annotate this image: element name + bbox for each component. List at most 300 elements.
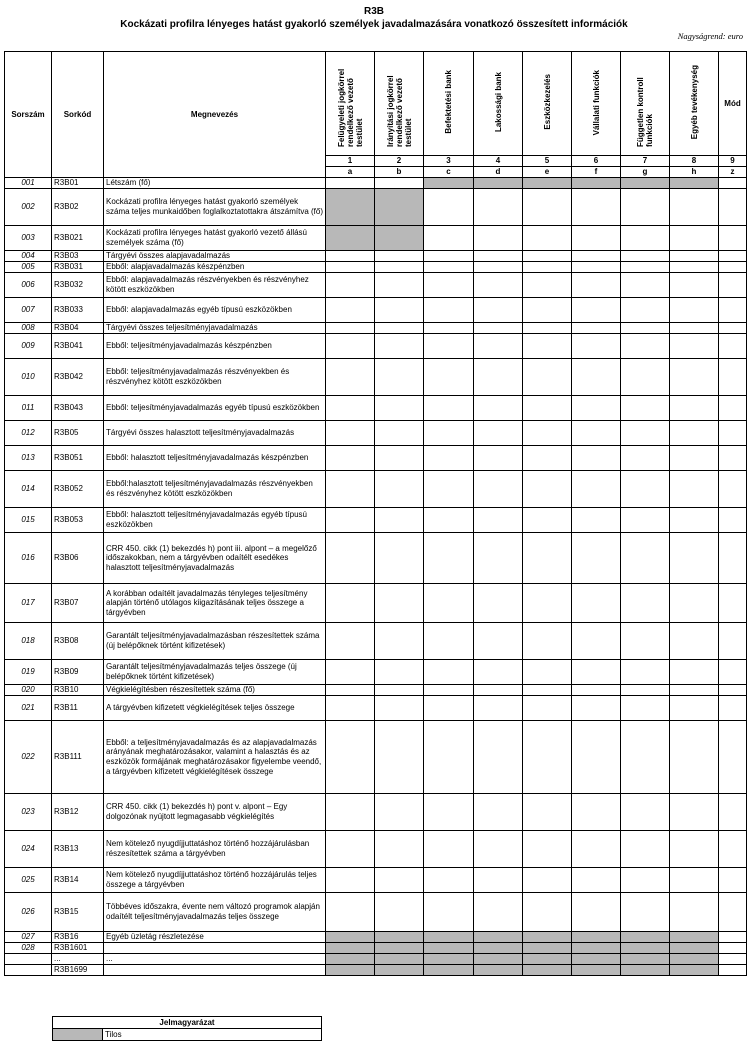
input-cell[interactable] bbox=[670, 396, 719, 421]
input-cell[interactable] bbox=[670, 623, 719, 660]
input-cell[interactable] bbox=[670, 794, 719, 831]
col-letter: b bbox=[375, 167, 424, 178]
input-cell[interactable] bbox=[719, 251, 747, 262]
input-cell[interactable] bbox=[719, 421, 747, 446]
input-cell[interactable] bbox=[326, 421, 375, 446]
input-cell[interactable] bbox=[523, 696, 572, 721]
input-cell[interactable] bbox=[523, 685, 572, 696]
input-cell[interactable] bbox=[621, 446, 670, 471]
input-cell[interactable] bbox=[424, 273, 474, 298]
input-cell[interactable] bbox=[523, 189, 572, 226]
input-cell[interactable] bbox=[719, 298, 747, 323]
input-cell[interactable] bbox=[523, 893, 572, 932]
input-cell[interactable] bbox=[572, 359, 621, 396]
row-code: R3B16 bbox=[52, 932, 104, 943]
input-cell[interactable] bbox=[474, 685, 523, 696]
input-cell[interactable] bbox=[523, 831, 572, 868]
input-cell[interactable] bbox=[375, 893, 424, 932]
disabled-cell bbox=[572, 932, 621, 943]
input-cell[interactable] bbox=[572, 396, 621, 421]
input-cell[interactable] bbox=[424, 584, 474, 623]
input-cell[interactable] bbox=[621, 893, 670, 932]
input-cell[interactable] bbox=[572, 262, 621, 273]
input-cell[interactable] bbox=[670, 446, 719, 471]
input-cell[interactable] bbox=[670, 334, 719, 359]
input-cell[interactable] bbox=[523, 323, 572, 334]
input-cell[interactable] bbox=[621, 623, 670, 660]
disabled-cell bbox=[523, 178, 572, 189]
row-label: Garantált teljesítményjavadalmazásban részesítettek száma (új belépőknek történt kifizetések) bbox=[104, 623, 326, 660]
input-cell[interactable] bbox=[375, 471, 424, 508]
input-cell[interactable] bbox=[572, 794, 621, 831]
input-cell[interactable] bbox=[670, 323, 719, 334]
table-body bbox=[5, 178, 747, 976]
input-cell[interactable] bbox=[474, 298, 523, 323]
row-code: R3B08 bbox=[52, 623, 104, 660]
input-cell[interactable] bbox=[326, 508, 375, 533]
input-cell[interactable] bbox=[670, 251, 719, 262]
input-cell[interactable] bbox=[375, 334, 424, 359]
input-cell[interactable] bbox=[621, 298, 670, 323]
input-cell[interactable] bbox=[326, 794, 375, 831]
disabled-cell bbox=[670, 954, 719, 965]
input-cell[interactable] bbox=[326, 893, 375, 932]
input-cell[interactable] bbox=[474, 471, 523, 508]
col-number: 7 bbox=[621, 156, 670, 167]
input-cell[interactable] bbox=[326, 334, 375, 359]
input-cell[interactable] bbox=[326, 446, 375, 471]
input-cell[interactable] bbox=[572, 893, 621, 932]
row-label: A korábban odaítélt javadalmazás tényleges teljesítmény alapján történő utólagos kiigazításának teljes összege a tárgyévben bbox=[104, 584, 326, 623]
input-cell[interactable] bbox=[375, 359, 424, 396]
input-cell[interactable] bbox=[719, 685, 747, 696]
input-cell[interactable] bbox=[375, 323, 424, 334]
input-cell[interactable] bbox=[326, 359, 375, 396]
input-cell[interactable] bbox=[670, 685, 719, 696]
input-cell[interactable] bbox=[424, 334, 474, 359]
input-cell[interactable] bbox=[424, 446, 474, 471]
input-cell[interactable] bbox=[326, 533, 375, 584]
input-cell[interactable] bbox=[572, 721, 621, 794]
input-cell[interactable] bbox=[326, 831, 375, 868]
input-cell[interactable] bbox=[719, 273, 747, 298]
input-cell[interactable] bbox=[523, 421, 572, 446]
header-row bbox=[5, 52, 747, 156]
input-cell[interactable] bbox=[670, 868, 719, 893]
input-cell[interactable] bbox=[474, 262, 523, 273]
row-index: 012 bbox=[5, 421, 52, 446]
input-cell[interactable] bbox=[572, 251, 621, 262]
input-cell[interactable] bbox=[670, 508, 719, 533]
input-cell[interactable] bbox=[621, 421, 670, 446]
input-cell[interactable] bbox=[424, 508, 474, 533]
input-cell[interactable] bbox=[474, 226, 523, 251]
row-index: 021 bbox=[5, 696, 52, 721]
input-cell[interactable] bbox=[719, 965, 747, 976]
input-cell[interactable] bbox=[719, 446, 747, 471]
input-cell[interactable] bbox=[572, 868, 621, 893]
row-label: A tárgyévben kifizetett végkielégítések teljes összege bbox=[104, 696, 326, 721]
col-header-data: Irányítási jogkörrel rendelkező vezető testület bbox=[375, 52, 424, 156]
input-cell[interactable] bbox=[621, 359, 670, 396]
input-cell[interactable] bbox=[474, 831, 523, 868]
input-cell[interactable] bbox=[375, 298, 424, 323]
disabled-cell bbox=[326, 943, 375, 954]
input-cell[interactable] bbox=[719, 721, 747, 794]
input-cell[interactable] bbox=[424, 893, 474, 932]
input-cell[interactable] bbox=[326, 251, 375, 262]
input-cell[interactable] bbox=[424, 251, 474, 262]
input-cell[interactable] bbox=[621, 323, 670, 334]
input-cell[interactable] bbox=[424, 868, 474, 893]
input-cell[interactable] bbox=[572, 446, 621, 471]
row-code: R3B052 bbox=[52, 471, 104, 508]
input-cell[interactable] bbox=[375, 685, 424, 696]
disabled-cell bbox=[326, 932, 375, 943]
input-cell[interactable] bbox=[523, 868, 572, 893]
input-cell[interactable] bbox=[474, 359, 523, 396]
input-cell[interactable] bbox=[572, 508, 621, 533]
input-cell[interactable] bbox=[572, 334, 621, 359]
input-cell[interactable] bbox=[572, 273, 621, 298]
row-index: 010 bbox=[5, 359, 52, 396]
input-cell[interactable] bbox=[621, 471, 670, 508]
disabled-cell bbox=[326, 226, 375, 251]
input-cell[interactable] bbox=[523, 446, 572, 471]
disabled-cell bbox=[474, 943, 523, 954]
input-cell[interactable] bbox=[523, 226, 572, 251]
input-cell[interactable] bbox=[719, 396, 747, 421]
input-cell[interactable] bbox=[572, 696, 621, 721]
input-cell[interactable] bbox=[719, 954, 747, 965]
input-cell[interactable] bbox=[572, 421, 621, 446]
col-number: 6 bbox=[572, 156, 621, 167]
input-cell[interactable] bbox=[424, 359, 474, 396]
col-header-sorszam: Sorszám bbox=[5, 52, 52, 178]
input-cell[interactable] bbox=[326, 696, 375, 721]
input-cell[interactable] bbox=[670, 533, 719, 584]
input-cell[interactable] bbox=[474, 794, 523, 831]
input-cell[interactable] bbox=[326, 396, 375, 421]
input-cell[interactable] bbox=[621, 696, 670, 721]
input-cell[interactable] bbox=[424, 298, 474, 323]
table-row bbox=[5, 421, 747, 446]
input-cell[interactable] bbox=[424, 696, 474, 721]
input-cell[interactable] bbox=[670, 273, 719, 298]
input-cell[interactable] bbox=[375, 623, 424, 660]
input-cell[interactable] bbox=[523, 794, 572, 831]
input-cell[interactable] bbox=[474, 696, 523, 721]
input-cell[interactable] bbox=[572, 323, 621, 334]
input-cell[interactable] bbox=[326, 323, 375, 334]
input-cell[interactable] bbox=[572, 660, 621, 685]
input-cell[interactable] bbox=[326, 623, 375, 660]
input-cell[interactable] bbox=[326, 178, 375, 189]
input-cell[interactable] bbox=[424, 421, 474, 446]
input-cell[interactable] bbox=[719, 794, 747, 831]
row-code: R3B14 bbox=[52, 868, 104, 893]
input-cell[interactable] bbox=[474, 323, 523, 334]
input-cell[interactable] bbox=[670, 471, 719, 508]
row-index: 022 bbox=[5, 721, 52, 794]
input-cell[interactable] bbox=[621, 868, 670, 893]
row-label: Többéves időszakra, évente nem változó programok alapján odaítélt teljesítményjavadalmazás teljes összege bbox=[104, 893, 326, 932]
disabled-cell bbox=[375, 943, 424, 954]
input-cell[interactable] bbox=[375, 868, 424, 893]
legend-item: Tilos bbox=[103, 1029, 322, 1041]
input-cell[interactable] bbox=[523, 396, 572, 421]
table-row bbox=[5, 334, 747, 359]
input-cell[interactable] bbox=[719, 943, 747, 954]
row-code: R3B13 bbox=[52, 831, 104, 868]
table-row bbox=[5, 932, 747, 943]
input-cell[interactable] bbox=[375, 396, 424, 421]
disabled-cell bbox=[326, 954, 375, 965]
row-index bbox=[5, 954, 52, 965]
row-index: 008 bbox=[5, 323, 52, 334]
input-cell[interactable] bbox=[474, 868, 523, 893]
input-cell[interactable] bbox=[572, 226, 621, 251]
input-cell[interactable] bbox=[572, 623, 621, 660]
input-cell[interactable] bbox=[326, 868, 375, 893]
input-cell[interactable] bbox=[523, 262, 572, 273]
input-cell[interactable] bbox=[719, 932, 747, 943]
input-cell[interactable] bbox=[719, 584, 747, 623]
input-cell[interactable] bbox=[375, 421, 424, 446]
row-index: 011 bbox=[5, 396, 52, 421]
row-label: Ebből:halasztott teljesítményjavadalmazás részvényekben és részvényhez kötött eszközökben bbox=[104, 471, 326, 508]
input-cell[interactable] bbox=[621, 685, 670, 696]
input-cell[interactable] bbox=[670, 660, 719, 685]
input-cell[interactable] bbox=[474, 533, 523, 584]
col-letter: c bbox=[424, 167, 474, 178]
input-cell[interactable] bbox=[375, 584, 424, 623]
row-label: Ebből: alapjavadalmazás egyéb típusú eszközökben bbox=[104, 298, 326, 323]
input-cell[interactable] bbox=[719, 334, 747, 359]
input-cell[interactable] bbox=[719, 471, 747, 508]
input-cell[interactable] bbox=[326, 273, 375, 298]
input-cell[interactable] bbox=[621, 334, 670, 359]
input-cell[interactable] bbox=[719, 189, 747, 226]
input-cell[interactable] bbox=[375, 696, 424, 721]
input-cell[interactable] bbox=[572, 584, 621, 623]
input-cell[interactable] bbox=[572, 471, 621, 508]
input-cell[interactable] bbox=[474, 273, 523, 298]
input-cell[interactable] bbox=[424, 533, 474, 584]
input-cell[interactable] bbox=[621, 584, 670, 623]
input-cell[interactable] bbox=[474, 584, 523, 623]
row-label: Egyéb üzletág részletezése bbox=[104, 932, 326, 943]
input-cell[interactable] bbox=[670, 359, 719, 396]
input-cell[interactable] bbox=[326, 721, 375, 794]
input-cell[interactable] bbox=[719, 868, 747, 893]
input-cell[interactable] bbox=[719, 623, 747, 660]
input-cell[interactable] bbox=[375, 273, 424, 298]
disabled-cell bbox=[572, 943, 621, 954]
input-cell[interactable] bbox=[474, 893, 523, 932]
input-cell[interactable] bbox=[375, 533, 424, 584]
input-cell[interactable] bbox=[375, 178, 424, 189]
input-cell[interactable] bbox=[523, 298, 572, 323]
input-cell[interactable] bbox=[326, 584, 375, 623]
table-row bbox=[5, 623, 747, 660]
input-cell[interactable] bbox=[523, 660, 572, 685]
input-cell[interactable] bbox=[474, 251, 523, 262]
input-cell[interactable] bbox=[375, 251, 424, 262]
table-row bbox=[5, 721, 747, 794]
input-cell[interactable] bbox=[523, 623, 572, 660]
input-cell[interactable] bbox=[670, 421, 719, 446]
input-cell[interactable] bbox=[719, 533, 747, 584]
row-label: Ebből: teljesítményjavadalmazás készpénzben bbox=[104, 334, 326, 359]
input-cell[interactable] bbox=[424, 685, 474, 696]
input-cell[interactable] bbox=[424, 189, 474, 226]
input-cell[interactable] bbox=[424, 471, 474, 508]
input-cell[interactable] bbox=[523, 273, 572, 298]
row-index: 016 bbox=[5, 533, 52, 584]
input-cell[interactable] bbox=[375, 794, 424, 831]
input-cell[interactable] bbox=[621, 721, 670, 794]
input-cell[interactable] bbox=[670, 226, 719, 251]
input-cell[interactable] bbox=[375, 831, 424, 868]
input-cell[interactable] bbox=[326, 660, 375, 685]
input-cell[interactable] bbox=[424, 623, 474, 660]
disabled-cell bbox=[523, 965, 572, 976]
input-cell[interactable] bbox=[424, 831, 474, 868]
col-number: 1 bbox=[326, 156, 375, 167]
input-cell[interactable] bbox=[523, 471, 572, 508]
input-cell[interactable] bbox=[621, 262, 670, 273]
row-code: ... bbox=[52, 954, 104, 965]
row-index: 005 bbox=[5, 262, 52, 273]
input-cell[interactable] bbox=[375, 660, 424, 685]
input-cell[interactable] bbox=[621, 831, 670, 868]
disabled-cell bbox=[375, 965, 424, 976]
row-label: Kockázati profilra lényeges hatást gyakorló vezető állású személyek száma (fő) bbox=[104, 226, 326, 251]
row-label bbox=[104, 965, 326, 976]
input-cell[interactable] bbox=[719, 696, 747, 721]
input-cell[interactable] bbox=[719, 660, 747, 685]
input-cell[interactable] bbox=[424, 262, 474, 273]
input-cell[interactable] bbox=[375, 446, 424, 471]
input-cell[interactable] bbox=[572, 533, 621, 584]
input-cell[interactable] bbox=[523, 251, 572, 262]
disabled-cell bbox=[670, 965, 719, 976]
input-cell[interactable] bbox=[621, 189, 670, 226]
input-cell[interactable] bbox=[326, 262, 375, 273]
input-cell[interactable] bbox=[572, 685, 621, 696]
input-cell[interactable] bbox=[424, 660, 474, 685]
input-cell[interactable] bbox=[719, 226, 747, 251]
input-cell[interactable] bbox=[523, 334, 572, 359]
input-cell[interactable] bbox=[523, 533, 572, 584]
input-cell[interactable] bbox=[621, 396, 670, 421]
input-cell[interactable] bbox=[670, 696, 719, 721]
input-cell[interactable] bbox=[474, 660, 523, 685]
input-cell[interactable] bbox=[719, 178, 747, 189]
row-label: Ebből: halasztott teljesítményjavadalmazás egyéb típusú eszközökben bbox=[104, 508, 326, 533]
disabled-cell bbox=[621, 178, 670, 189]
row-label bbox=[104, 943, 326, 954]
input-cell[interactable] bbox=[621, 508, 670, 533]
input-cell[interactable] bbox=[621, 794, 670, 831]
input-cell[interactable] bbox=[719, 893, 747, 932]
disabled-cell bbox=[621, 932, 670, 943]
disabled-cell bbox=[670, 178, 719, 189]
input-cell[interactable] bbox=[670, 831, 719, 868]
input-cell[interactable] bbox=[474, 508, 523, 533]
input-cell[interactable] bbox=[572, 831, 621, 868]
input-cell[interactable] bbox=[424, 794, 474, 831]
input-cell[interactable] bbox=[474, 421, 523, 446]
input-cell[interactable] bbox=[719, 262, 747, 273]
input-cell[interactable] bbox=[621, 660, 670, 685]
input-cell[interactable] bbox=[523, 508, 572, 533]
row-code: R3B043 bbox=[52, 396, 104, 421]
input-cell[interactable] bbox=[474, 721, 523, 794]
input-cell[interactable] bbox=[670, 584, 719, 623]
input-cell[interactable] bbox=[326, 298, 375, 323]
input-cell[interactable] bbox=[523, 359, 572, 396]
input-cell[interactable] bbox=[424, 396, 474, 421]
input-cell[interactable] bbox=[474, 334, 523, 359]
input-cell[interactable] bbox=[621, 533, 670, 584]
input-cell[interactable] bbox=[670, 893, 719, 932]
input-cell[interactable] bbox=[424, 226, 474, 251]
input-cell[interactable] bbox=[670, 189, 719, 226]
input-cell[interactable] bbox=[719, 508, 747, 533]
input-cell[interactable] bbox=[375, 262, 424, 273]
row-label: Ebből: teljesítményjavadalmazás részvényekben és részvényhez kötött eszközökben bbox=[104, 359, 326, 396]
input-cell[interactable] bbox=[621, 251, 670, 262]
input-cell[interactable] bbox=[670, 262, 719, 273]
input-cell[interactable] bbox=[621, 273, 670, 298]
input-cell[interactable] bbox=[326, 685, 375, 696]
input-cell[interactable] bbox=[572, 298, 621, 323]
input-cell[interactable] bbox=[474, 396, 523, 421]
row-index: 019 bbox=[5, 660, 52, 685]
input-cell[interactable] bbox=[474, 446, 523, 471]
input-cell[interactable] bbox=[719, 831, 747, 868]
table-row bbox=[5, 954, 747, 965]
input-cell[interactable] bbox=[572, 189, 621, 226]
input-cell[interactable] bbox=[326, 471, 375, 508]
input-cell[interactable] bbox=[670, 298, 719, 323]
col-header-data: Független kontroll funkciók bbox=[621, 52, 670, 156]
disabled-cell bbox=[621, 943, 670, 954]
table-row bbox=[5, 189, 747, 226]
input-cell[interactable] bbox=[670, 721, 719, 794]
table-row bbox=[5, 262, 747, 273]
input-cell[interactable] bbox=[719, 359, 747, 396]
input-cell[interactable] bbox=[523, 584, 572, 623]
disabled-cell bbox=[572, 965, 621, 976]
input-cell[interactable] bbox=[424, 721, 474, 794]
disabled-cell bbox=[424, 954, 474, 965]
row-index: 003 bbox=[5, 226, 52, 251]
input-cell[interactable] bbox=[474, 623, 523, 660]
input-cell[interactable] bbox=[523, 721, 572, 794]
input-cell[interactable] bbox=[424, 323, 474, 334]
input-cell[interactable] bbox=[474, 189, 523, 226]
table-row bbox=[5, 273, 747, 298]
input-cell[interactable] bbox=[719, 323, 747, 334]
table-row bbox=[5, 893, 747, 932]
col-header-data: Eszközkezelés bbox=[523, 52, 572, 156]
input-cell[interactable] bbox=[375, 508, 424, 533]
input-cell[interactable] bbox=[375, 721, 424, 794]
input-cell[interactable] bbox=[621, 226, 670, 251]
